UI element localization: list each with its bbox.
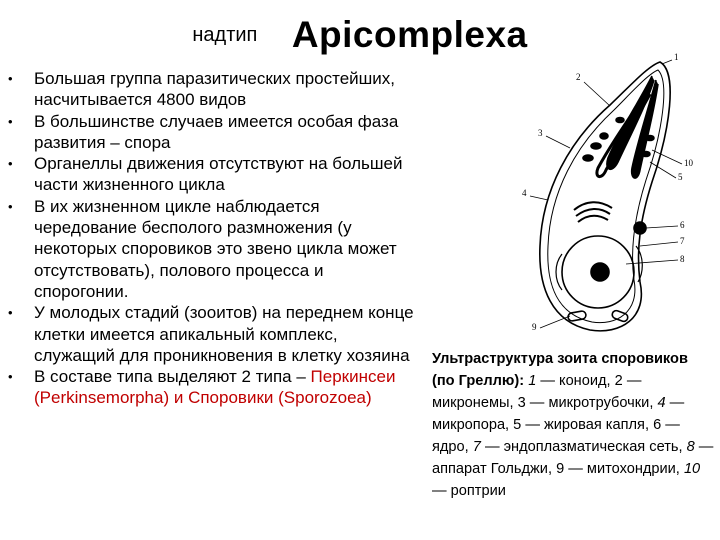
figure-label: 9 [532, 322, 537, 332]
zoite-ultrastructure-diagram [500, 50, 715, 345]
bullet-item: • В их жизненном цикле наблюдается чередование бесполого размножения (у некоторых споровиков это звено цикла может отсутствовать), полового процесса и спорогонии. [8, 196, 397, 301]
taxon-joiner: и [173, 388, 184, 408]
taxon-perkinsea: Перкинсеи (Perkinsemorpha) [34, 367, 396, 408]
nucleolus [591, 263, 609, 281]
figure-label: 6 [680, 220, 685, 230]
figure-label: 4 [522, 188, 527, 198]
bullet-item: • В большинстве случаев имеется особая фаза развития – спора [8, 111, 399, 152]
figure-label: 7 [680, 236, 685, 246]
bullet-dot-icon: • [8, 113, 13, 129]
microneme [600, 133, 608, 139]
caption-title: Ультраструктура зоита споровиков (по Греллю): [432, 351, 688, 389]
bullet-item: • Органеллы движения отсутствуют на большей части жизненного цикла [8, 154, 403, 195]
microneme [583, 155, 593, 161]
bullet-item: • У молодых стадий (зооитов) на переднем конце клетки имеется апикальный комплекс, служащий для проникновения в клетку хозяина [8, 303, 414, 365]
figure-label: 8 [680, 254, 685, 264]
taxon-sporozoea: Споровики (Sporozoea) [188, 388, 372, 408]
microneme [591, 143, 601, 149]
figure-label: 1 [674, 52, 679, 62]
lipid-droplet [634, 222, 646, 234]
figure-label: 5 [678, 172, 683, 182]
bullet-item: • В составе типа выделяют 2 типа – Перкинсеи (Perkinsemorpha) и Споровики (Sporozoea) [8, 367, 396, 408]
figure-label: 2 [576, 72, 581, 82]
title-prefix: надтип [192, 24, 258, 46]
bullet-dot-icon: • [8, 71, 13, 86]
title-name: Apicomplexa [291, 14, 528, 55]
bullet-list [8, 68, 418, 409]
bullet-dot-icon: • [8, 156, 13, 172]
bullet-dot-icon: • [8, 305, 13, 321]
figure-label: 3 [538, 128, 543, 138]
bullet-item: • Большая группа паразитических простейших, насчитывается 4800 видов [8, 69, 396, 110]
bullet-dot-icon: • [8, 369, 13, 385]
figure-caption: Ультраструктура зоита споровиков (по Греллю): 1 — коноид, 2 — микронемы, 3 — микротрубочки, 4 — микропора, 5 — жировая капля, 6 — ядро, 7 — эндоплазматическая сеть, 8 — аппарат Гольджи, 9 — митохондрии, 10 — роптрии [432, 351, 714, 499]
bullet-dot-icon: • [8, 198, 13, 214]
golgi-apparatus [574, 202, 612, 222]
microneme [616, 118, 624, 123]
microneme [646, 136, 654, 141]
microneme [642, 152, 650, 157]
figure-label: 10 [684, 158, 693, 168]
